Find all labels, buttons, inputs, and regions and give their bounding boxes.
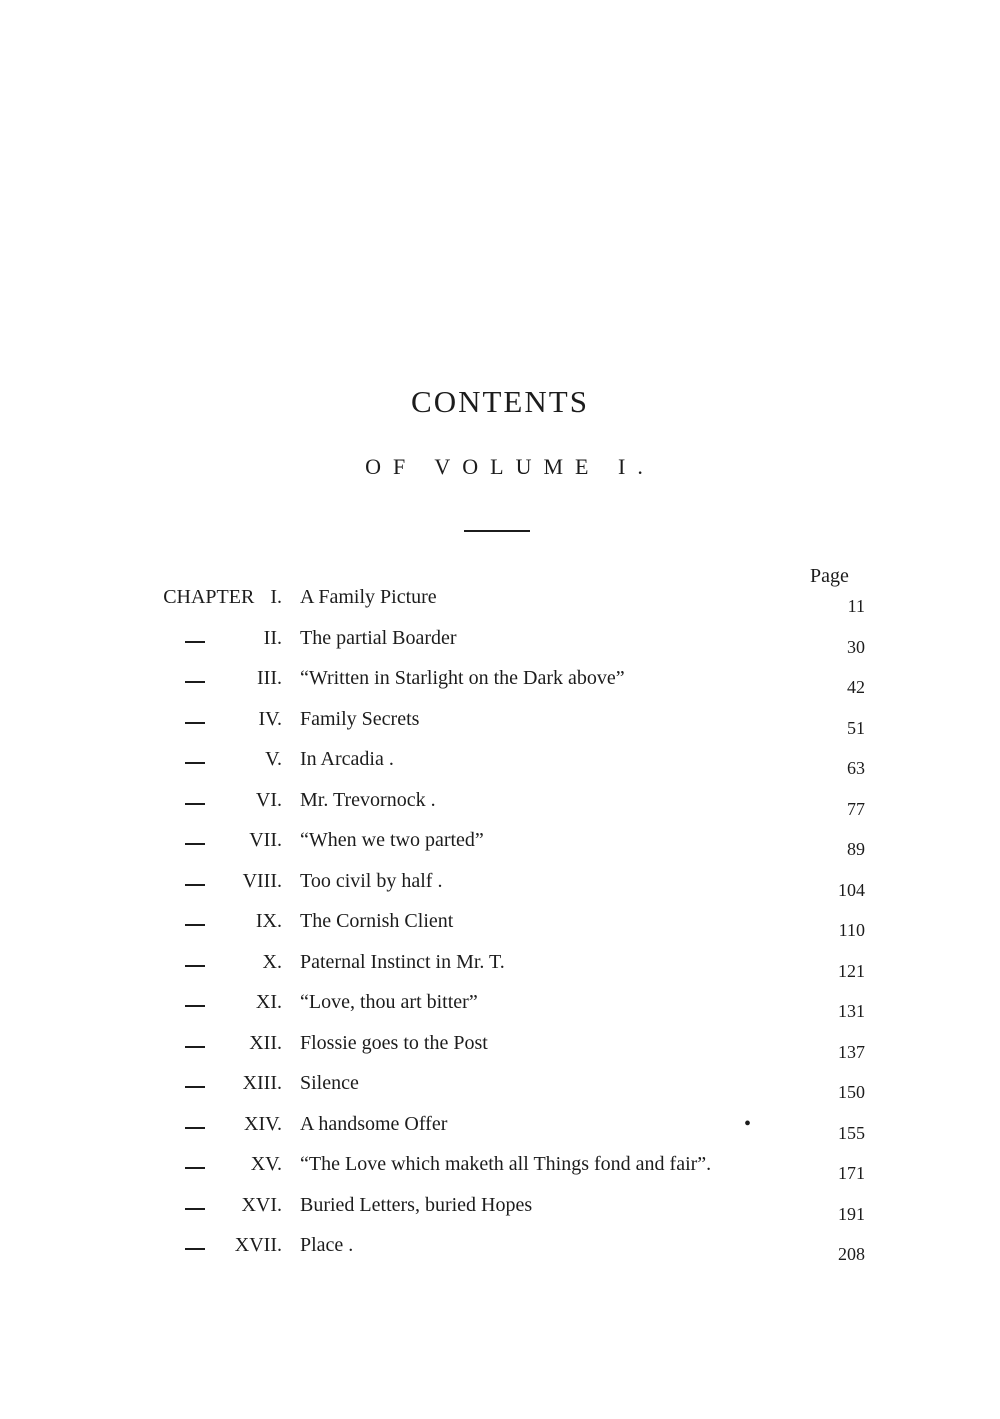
chapter-numeral: IV. [258, 707, 282, 730]
toc-row-chapter-8[interactable] [0, 870, 1000, 911]
page-number: 208 [838, 1244, 865, 1264]
ditto-dash [185, 843, 205, 845]
chapter-numeral: II. [263, 626, 282, 649]
chapter-numeral: XVII. [234, 1234, 282, 1256]
table-of-contents [0, 586, 1000, 1275]
chapter-title: A Family Picture [300, 586, 437, 608]
page-number: 11 [847, 596, 865, 616]
toc-row-chapter-10[interactable] [0, 951, 1000, 992]
ditto-dash [185, 722, 205, 724]
toc-row-chapter-16[interactable] [0, 1194, 1000, 1235]
chapter-title: The Cornish Client [300, 910, 454, 932]
volume-subtitle: OF VOLUME I. [365, 454, 655, 479]
toc-row-chapter-13[interactable] [0, 1072, 1000, 1113]
title-divider [464, 530, 530, 532]
chapter-title: “Written in Starlight on the Dark above” [300, 667, 625, 689]
chapter-title: “Love, thou art bitter” [300, 991, 478, 1013]
page-number: 150 [838, 1082, 865, 1102]
page-number: 171 [838, 1163, 865, 1183]
page-number: 89 [847, 839, 865, 859]
chapter-title: Place . [300, 1234, 354, 1256]
ditto-dash [185, 1005, 205, 1007]
chapter-numeral: XII. [249, 1031, 282, 1054]
chapter-title: Paternal Instinct in Mr. T. [300, 950, 505, 973]
chapter-title: Buried Letters, buried Hopes [300, 1193, 533, 1216]
chapter-numeral: V. [265, 748, 282, 770]
toc-row-chapter-9[interactable] [0, 910, 1000, 951]
chapter-title: Mr. Trevornock . [300, 788, 436, 811]
toc-row-chapter-6[interactable] [0, 789, 1000, 830]
page-column-heading: Page [810, 565, 849, 587]
chapter-title: Family Secrets [300, 707, 420, 730]
chapter-numeral: X. [262, 950, 282, 973]
page-number: 121 [838, 960, 865, 981]
chapter-title: “The Love which maketh all Things fond and fair”. [300, 1153, 712, 1175]
toc-row-chapter-3[interactable] [0, 667, 1000, 708]
chapter-numeral: XIV. [244, 1112, 282, 1135]
chapter-title: In Arcadia . [300, 748, 394, 770]
ditto-dash [185, 1046, 205, 1048]
chapter-numeral: XV. [250, 1153, 282, 1175]
ditto-dash [185, 924, 205, 926]
chapter-title: “When we two parted” [300, 829, 484, 851]
chapter-numeral: IX. [255, 910, 282, 932]
page-number: 77 [847, 798, 865, 819]
toc-row-chapter-1[interactable] [0, 586, 1000, 627]
ditto-dash [185, 803, 205, 805]
ditto-dash [185, 641, 205, 643]
toc-row-chapter-15[interactable] [0, 1153, 1000, 1194]
toc-row-chapter-4[interactable] [0, 708, 1000, 749]
page-number: 42 [847, 677, 865, 697]
page-number: 131 [838, 1001, 865, 1021]
chapter-word: CHAPTER [163, 586, 255, 608]
ditto-dash [185, 762, 205, 764]
contents-title: CONTENTS [411, 384, 589, 419]
chapter-numeral: III. [257, 667, 282, 689]
toc-row-chapter-7[interactable] [0, 829, 1000, 870]
toc-row-chapter-11[interactable] [0, 991, 1000, 1032]
page-number: 155 [838, 1122, 865, 1143]
page-number: 30 [847, 636, 865, 657]
chapter-title: The partial Boarder [300, 626, 457, 649]
ditto-dash [185, 965, 205, 967]
chapter-title: Silence [300, 1072, 359, 1094]
ditto-dash [185, 681, 205, 683]
page-number: 63 [847, 758, 865, 778]
chapter-numeral: XVI. [241, 1193, 282, 1216]
page-number: 104 [838, 879, 865, 900]
page-number: 137 [838, 1041, 865, 1062]
print-speck: • [744, 1112, 752, 1135]
page-number: 110 [838, 920, 865, 940]
chapter-title: Flossie goes to the Post [300, 1031, 488, 1054]
page-number: 51 [847, 717, 865, 738]
ditto-dash [185, 1127, 205, 1129]
ditto-dash [185, 1208, 205, 1210]
chapter-numeral: I. [270, 586, 282, 608]
toc-row-chapter-5[interactable] [0, 748, 1000, 789]
toc-row-chapter-2[interactable] [0, 627, 1000, 668]
chapter-title: Too civil by half . [300, 869, 443, 892]
chapter-numeral: VI. [255, 788, 282, 811]
chapter-title: A handsome Offer [300, 1112, 448, 1135]
toc-row-chapter-14[interactable] [0, 1113, 1000, 1154]
ditto-dash [185, 884, 205, 886]
chapter-numeral: XI. [255, 991, 282, 1013]
chapter-numeral: VIII. [242, 869, 282, 892]
chapter-numeral: XIII. [242, 1072, 282, 1094]
toc-row-chapter-12[interactable] [0, 1032, 1000, 1073]
ditto-dash [185, 1167, 205, 1169]
toc-row-chapter-17[interactable] [0, 1234, 1000, 1275]
ditto-dash [185, 1248, 205, 1250]
page-number: 191 [838, 1203, 865, 1224]
chapter-numeral: VII. [249, 829, 282, 851]
ditto-dash [185, 1086, 205, 1088]
